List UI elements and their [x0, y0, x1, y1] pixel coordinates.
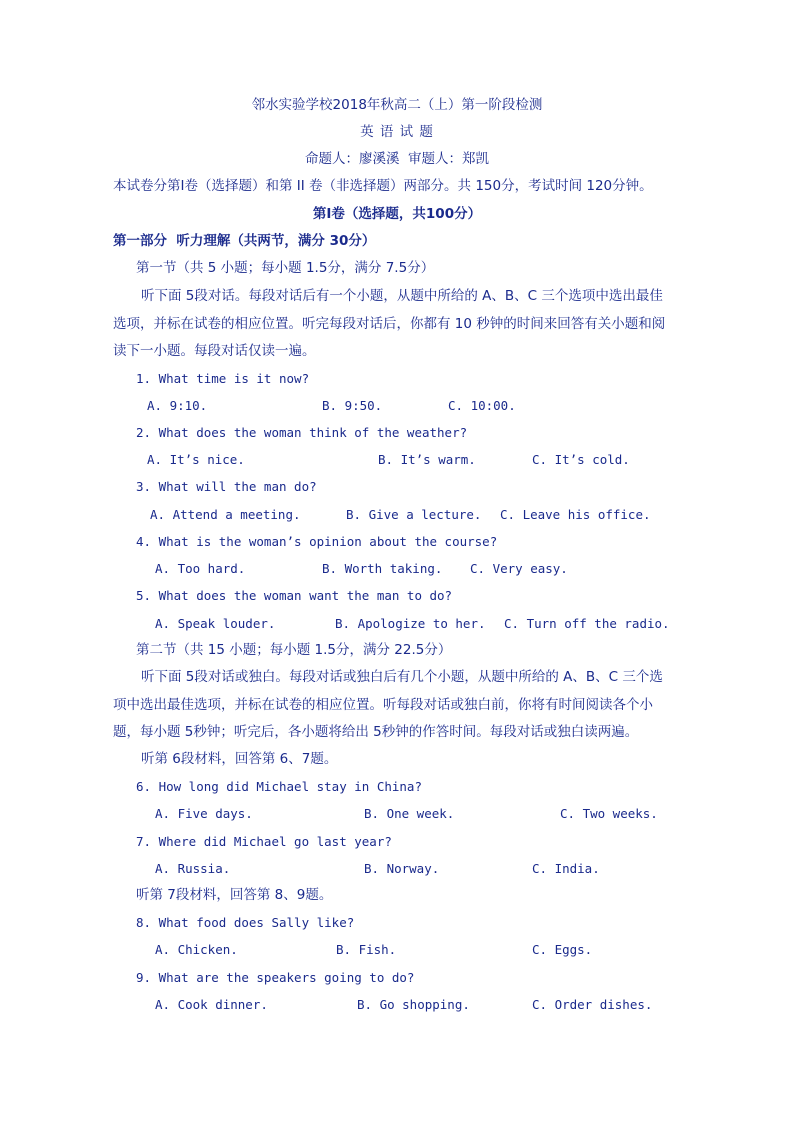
- section1-instruction: 听下面 5段对话。每段对话后有一个小题，从题中所给的 A、B、C 三个选项中选出最佳: [141, 288, 663, 304]
- question-3: 3. What will the man do?: [136, 479, 317, 494]
- section2-instruction: 题，每小题 5秒钟；听完后，各小题将给出 5秒钟的作答时间。每段对话或独白读两遍。: [113, 724, 639, 740]
- section1-title: 第一节（共 5 小题；每小题 1.5分，满分 7.5分）: [136, 260, 435, 276]
- option-b: B. 9:50.: [322, 398, 383, 413]
- option-b: B. Go shopping.: [357, 997, 470, 1012]
- subject-title: 英 语 试 题: [360, 124, 434, 140]
- option-b: B. Fish.: [336, 942, 397, 957]
- question-8: 8. What food does Sally like?: [136, 915, 355, 930]
- section1-instruction: 读下一小题。每段对话仅读一遍。: [113, 343, 316, 359]
- option-c: C. India.: [532, 861, 600, 876]
- option-c: C. Two weeks.: [560, 806, 658, 821]
- part1-title: 第一部分 听力理解（共两节，满分 30分）: [113, 233, 376, 249]
- section1-instruction: 选项，并标在试卷的相应位置。听完每段对话后，你都有 10 秒钟的时间来回答有关小题和阅: [113, 316, 666, 332]
- volume-title: 第Ⅰ卷（选择题，共100分）: [312, 206, 482, 222]
- option-a: A. It’s nice.: [147, 452, 245, 467]
- option-a: A. Attend a meeting.: [150, 507, 301, 522]
- section2-instruction: 项中选出最佳选项，并标在试卷的相应位置。听每段对话或独白前，你将有时间阅读各个小: [113, 697, 653, 713]
- option-c: C. 10:00.: [448, 398, 516, 413]
- school-title: 邻水实验学校2018年秋高二（上）第一阶段检测: [251, 97, 543, 113]
- option-b: B. One week.: [364, 806, 455, 821]
- option-b: B. It’s warm.: [378, 452, 476, 467]
- question-6: 6. How long did Michael stay in China?: [136, 779, 422, 794]
- option-b: B. Give a lecture.: [346, 507, 482, 522]
- exam-intro: 本试卷分第Ⅰ卷（选择题）和第 II 卷（非选择题）两部分。共 150分，考试时间 120分钟。: [113, 178, 653, 194]
- option-c: C. Leave his office.: [500, 507, 651, 522]
- question-9: 9. What are the speakers going to do?: [136, 970, 415, 985]
- question-2: 2. What does the woman think of the weather?: [136, 425, 468, 440]
- option-a: A. Speak louder.: [155, 616, 276, 631]
- option-a: A. Russia.: [155, 861, 231, 876]
- question-4: 4. What is the woman’s opinion about the course?: [136, 534, 498, 549]
- option-c: C. Very easy.: [470, 561, 568, 576]
- option-c: C. It’s cold.: [532, 452, 630, 467]
- option-a: A. 9:10.: [147, 398, 208, 413]
- option-a: A. Five days.: [155, 806, 253, 821]
- question-5: 5. What does the woman want the man to do?: [136, 588, 453, 603]
- option-c: C. Eggs.: [532, 942, 593, 957]
- material-6-note: 听第 6段材料，回答第 6、7题。: [141, 751, 338, 767]
- option-a: A. Chicken.: [155, 942, 238, 957]
- option-b: B. Apologize to her.: [335, 616, 486, 631]
- section2-title: 第二节（共 15 小题；每小题 1.5分，满分 22.5分）: [136, 642, 452, 658]
- material-7-note: 听第 7段材料，回答第 8、9题。: [136, 887, 333, 903]
- authors-line: 命题人：廖溪溪 审题人：郑凯: [304, 151, 490, 167]
- question-7: 7. Where did Michael go last year?: [136, 834, 392, 849]
- option-a: A. Cook dinner.: [155, 997, 268, 1012]
- question-1: 1. What time is it now?: [136, 371, 310, 386]
- option-a: A. Too hard.: [155, 561, 246, 576]
- option-b: B. Norway.: [364, 861, 440, 876]
- option-c: C. Turn off the radio.: [504, 616, 670, 631]
- option-c: C. Order dishes.: [532, 997, 653, 1012]
- option-b: B. Worth taking.: [322, 561, 443, 576]
- section2-instruction: 听下面 5段对话或独白。每段对话或独白后有几个小题，从题中所给的 A、B、C 三个选: [141, 669, 663, 685]
